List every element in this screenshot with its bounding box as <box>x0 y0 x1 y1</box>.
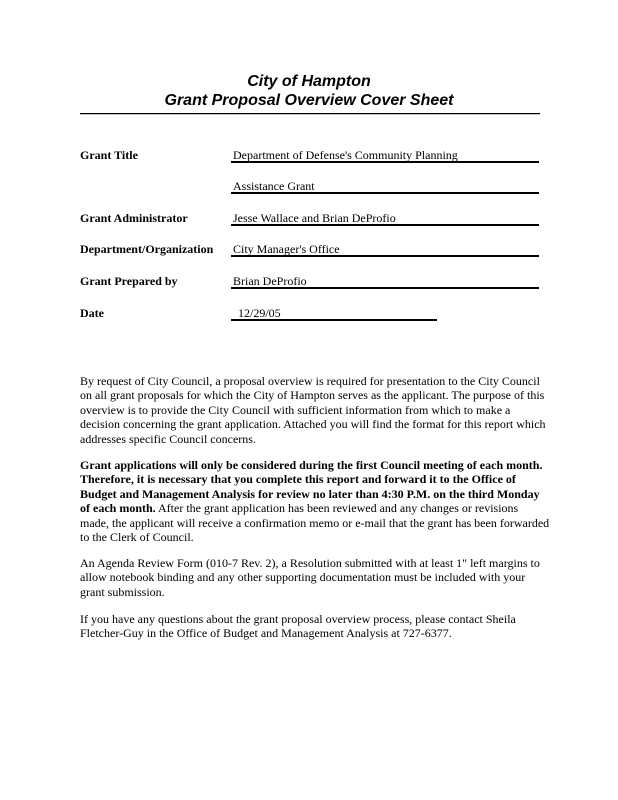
prepared-by-value: Brian DeProfio <box>233 274 307 288</box>
grant-title-underline-1 <box>231 161 539 163</box>
department-underline <box>231 255 539 257</box>
prepared-by-underline <box>231 287 539 289</box>
deadline-normal-text: After the grant application has been reviewed and any changes or revisions made, the applicant will receive a confirmation memo or e-mail that the grant has been forwarded to the Clerk of Council. <box>80 501 550 545</box>
header-title: Grant Proposal Overview Cover Sheet <box>164 92 454 109</box>
grant-administrator-label: Grant Administrator <box>80 211 188 225</box>
grant-title-value-line1: Department of Defense's Community Planning <box>233 148 458 162</box>
submission-requirements-paragraph: An Agenda Review Form (010-7 Rev. 2), a Resolution submitted with at least 1" left margins to allow notebook binding and any other supporting documentation must be included with your grant submission. <box>80 556 540 599</box>
grant-title-value-line2: Assistance Grant <box>233 179 315 193</box>
grant-title-label: Grant Title <box>80 148 138 162</box>
document-header <box>0 72 618 110</box>
header-city: City of Hampton <box>247 73 371 90</box>
grant-administrator-underline <box>231 224 539 226</box>
deadline-paragraph <box>80 458 550 544</box>
prepared-by-label: Grant Prepared by <box>80 274 178 288</box>
intro-paragraph: By request of City Council, a proposal overview is required for presentation to the City Council on all grant proposals for which the City of Hampton serves as the applicant. The purpose of this overview is to provide the City Council with sufficient information from which to make a decision concerning the grant application. Attached you will find the format for this report which addresses specific Council concerns. <box>80 374 546 446</box>
date-label: Date <box>80 306 104 320</box>
header-divider <box>80 113 540 114</box>
date-underline <box>231 319 437 321</box>
department-value: City Manager's Office <box>233 242 340 256</box>
date-value: 12/29/05 <box>238 306 281 320</box>
deadline-bold-text: Grant applications will only be considered during the first Council meeting of each month. Therefore, it is necessary that you complete this report and forward it to the Office of Budget and Management Analysis for review no later than 4:30 P.M. on the third Monday of each month. <box>80 458 543 516</box>
contact-paragraph: If you have any questions about the grant proposal overview process, please contact Sheila Fletcher-Guy in the Office of Budget and Management Analysis at 727-6377. <box>80 612 516 641</box>
department-label: Department/Organization <box>80 242 214 256</box>
grant-administrator-value: Jesse Wallace and Brian DeProfio <box>233 211 396 225</box>
grant-title-underline-2 <box>231 192 539 194</box>
